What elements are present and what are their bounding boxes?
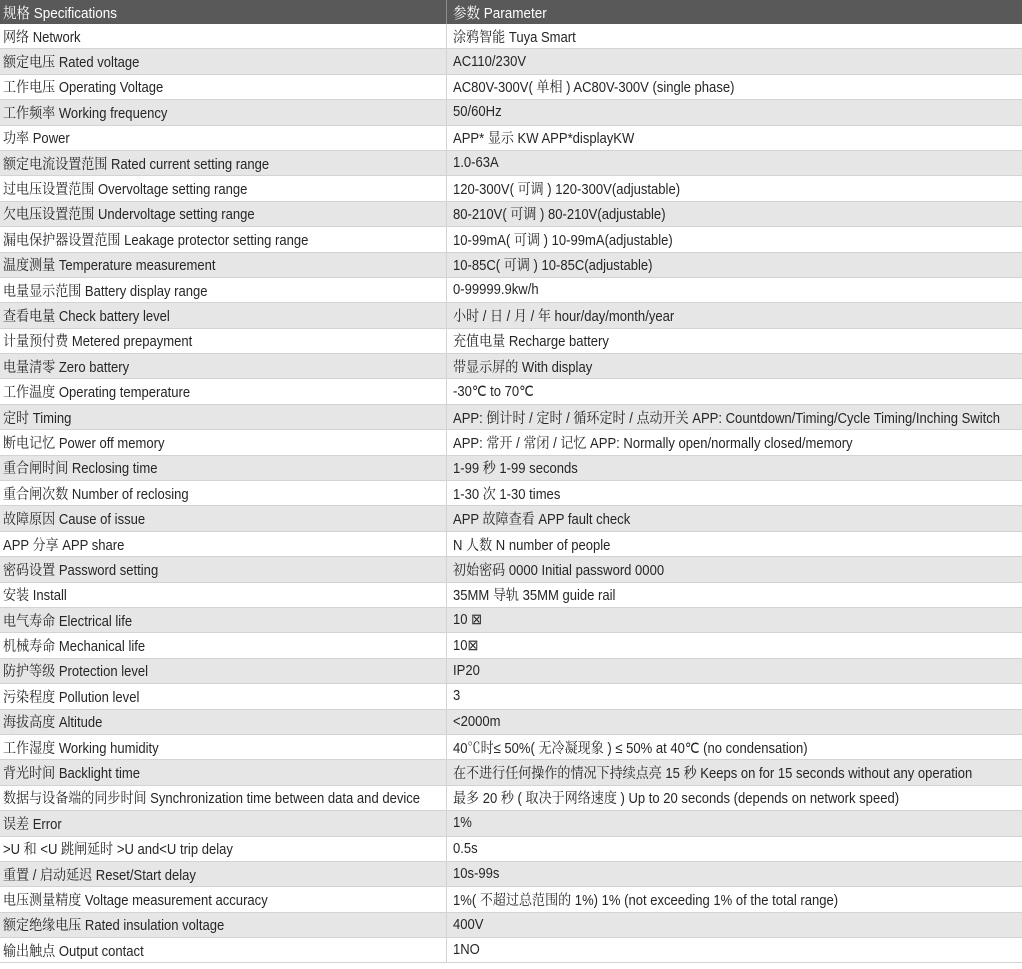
spec-value-cell [447,227,1022,251]
spec-row [0,278,1022,303]
spec-value-cell [447,329,1022,353]
spec-value-cell [447,24,1022,48]
spec-value-cell [447,862,1022,886]
spec-value: 10⊠ [453,637,479,654]
spec-name: 故障原因 Cause of issue [3,512,146,529]
spec-value-cell [447,583,1022,607]
spec-name-cell [0,786,447,810]
spec-row [0,303,1022,328]
spec-name-cell [0,430,447,454]
spec-value-cell [447,913,1022,937]
spec-name-cell [0,75,447,99]
spec-value: 0.5s [453,840,478,857]
spec-row [0,481,1022,506]
spec-value: 带显示屏的 With display [453,359,593,376]
spec-row [0,938,1022,963]
spec-value: AC80V-300V( 单相 ) AC80V-300V (single phase) [453,80,735,97]
spec-row [0,379,1022,404]
spec-value-cell [447,710,1022,734]
header-spec-cell [0,0,447,24]
spec-value: 35MM 导轨 35MM guide rail [453,588,616,605]
spec-row [0,786,1022,811]
spec-name-cell [0,710,447,734]
spec-value-cell [447,481,1022,505]
spec-name: 额定电压 Rated voltage [3,55,140,72]
spec-row [0,456,1022,481]
spec-name-cell [0,100,447,124]
spec-name-cell [0,735,447,759]
spec-name-cell [0,278,447,302]
spec-value-cell [447,278,1022,302]
spec-value-cell [447,126,1022,150]
spec-value-cell [447,49,1022,73]
spec-value: AC110/230V [453,53,527,70]
spec-name-cell [0,938,447,962]
spec-name: 过电压设置范围 Overvoltage setting range [3,182,248,199]
spec-name-cell [0,583,447,607]
spec-name-cell [0,379,447,403]
spec-name-cell [0,862,447,886]
spec-name: 安装 Install [3,588,67,605]
spec-name-cell [0,253,447,277]
spec-value-cell [447,735,1022,759]
spec-name: >U 和 <U 跳闸延时 >U and<U trip delay [3,842,233,859]
spec-row [0,684,1022,709]
spec-row [0,760,1022,785]
spec-name: 防护等级 Protection level [3,664,149,681]
spec-name: 重合闸次数 Number of reclosing [3,486,189,503]
spec-row [0,227,1022,252]
spec-value: N 人数 N number of people [453,537,611,554]
spec-value-cell [447,456,1022,480]
spec-row [0,633,1022,658]
spec-value: 40℃时≤ 50%( 无冷凝现象 ) ≤ 50% at 40℃ (no condensation) [453,740,808,757]
spec-name-cell [0,405,447,429]
spec-name-cell [0,760,447,784]
spec-value-cell [447,659,1022,683]
spec-name: 输出触点 Output contact [3,943,144,960]
spec-value-cell [447,506,1022,530]
spec-name-cell [0,506,447,530]
spec-name: 电气寿命 Electrical life [3,613,133,630]
spec-name-cell [0,176,447,200]
spec-name-cell [0,633,447,657]
spec-row [0,735,1022,760]
spec-value-cell [447,202,1022,226]
spec-name-cell [0,913,447,937]
spec-name: 电压测量精度 Voltage measurement accuracy [3,892,268,909]
spec-name: 工作湿度 Working humidity [3,740,159,757]
spec-name: 计量预付费 Metered prepayment [3,334,193,351]
spec-value: 在不进行任何操作的情况下持续点亮 15 秒 Keeps on for 15 seconds without any operation [453,766,973,783]
spec-row [0,608,1022,633]
spec-value: 1NO [453,942,480,959]
header-param-label: 参数 Parameter [453,4,547,22]
spec-row [0,405,1022,430]
spec-value-cell [447,405,1022,429]
spec-value-cell [447,938,1022,962]
spec-name-cell [0,684,447,708]
spec-name-cell [0,126,447,150]
spec-row [0,100,1022,125]
spec-row [0,151,1022,176]
spec-row [0,49,1022,74]
spec-name: 工作频率 Working frequency [3,105,168,122]
table-header [0,0,1022,24]
spec-value: -30℃ to 70℃ [453,383,534,400]
spec-value: 1-30 次 1-30 times [453,486,561,503]
spec-name: 工作温度 Operating temperature [3,385,191,402]
header-param-cell [447,0,1022,24]
spec-name: 机械寿命 Mechanical life [3,639,146,656]
spec-row [0,176,1022,201]
spec-name-cell [0,887,447,911]
spec-value: 10-85C( 可调 ) 10-85C(adjustable) [453,258,653,275]
spec-value-cell [447,151,1022,175]
spec-name: 密码设置 Password setting [3,562,159,579]
spec-row [0,659,1022,684]
spec-value: 1%( 不超过总范围的 1%) 1% (not exceeding 1% of the total range) [453,892,839,909]
spec-row [0,430,1022,455]
spec-name: 重置 / 启动延迟 Reset/Start delay [3,867,196,884]
spec-value-cell [447,557,1022,581]
spec-name-cell [0,303,447,327]
spec-name-cell [0,202,447,226]
spec-value-cell [447,684,1022,708]
table-body [0,24,1022,963]
spec-name: 海拔高度 Altitude [3,715,103,732]
spec-value-cell [447,786,1022,810]
spec-value: 0-99999.9kw/h [453,282,539,299]
spec-name-cell [0,24,447,48]
spec-name: 污染程度 Pollution level [3,689,140,706]
spec-row [0,329,1022,354]
spec-value-cell [447,887,1022,911]
spec-name: 电量显示范围 Battery display range [3,283,208,300]
spec-name: APP 分享 APP share [3,537,125,554]
spec-value-cell [447,379,1022,403]
spec-value: 小时 / 日 / 月 / 年 hour/day/month/year [453,308,675,325]
spec-value: 80-210V( 可调 ) 80-210V(adjustable) [453,207,666,224]
spec-name-cell [0,329,447,353]
spec-name-cell [0,837,447,861]
spec-name-cell [0,227,447,251]
spec-value-cell [447,837,1022,861]
spec-value: APP* 显示 KW APP*displayKW [453,131,635,148]
spec-value: APP: 倒计时 / 定时 / 循环定时 / 点动开关 APP: Countdown/Timing/Cycle Timing/Inching Switch [453,410,1001,427]
spec-value: 1% [453,815,472,832]
spec-name: 额定绝缘电压 Rated insulation voltage [3,918,225,935]
spec-name: 额定电流设置范围 Rated current setting range [3,156,270,173]
spec-value: 1.0-63A [453,155,499,172]
spec-value-cell [447,75,1022,99]
spec-value: 最多 20 秒 ( 取决于网络速度 ) Up to 20 seconds (depends on network speed) [453,791,900,808]
spec-value: APP 故障查看 APP fault check [453,512,631,529]
spec-name: 断电记忆 Power off memory [3,435,165,452]
spec-value: 10 ⊠ [453,612,483,629]
spec-name: 漏电保护器设置范围 Leakage protector setting range [3,232,309,249]
spec-row [0,75,1022,100]
spec-name: 电量清零 Zero battery [3,359,130,376]
spec-value-cell [447,100,1022,124]
spec-value: <2000m [453,713,501,730]
spec-value-cell [447,608,1022,632]
spec-value-cell [447,532,1022,556]
spec-value: 10s-99s [453,866,500,883]
spec-row [0,126,1022,151]
spec-row [0,913,1022,938]
spec-value: 3 [453,688,461,705]
spec-row [0,253,1022,278]
spec-value: 120-300V( 可调 ) 120-300V(adjustable) [453,182,681,199]
spec-name: 功率 Power [3,131,70,148]
spec-value: 50/60Hz [453,104,502,121]
spec-value-cell [447,253,1022,277]
spec-row [0,506,1022,531]
spec-name-cell [0,49,447,73]
spec-name: 查看电量 Check battery level [3,308,170,325]
spec-row [0,583,1022,608]
spec-value: 1-99 秒 1-99 seconds [453,461,578,478]
spec-name: 误差 Error [3,816,62,833]
spec-name-cell [0,481,447,505]
spec-name-cell [0,532,447,556]
spec-name-cell [0,811,447,835]
spec-value: 400V [453,916,484,933]
spec-name: 欠电压设置范围 Undervoltage setting range [3,207,255,224]
spec-name: 网络 Network [3,29,81,46]
spec-row [0,354,1022,379]
spec-name: 工作电压 Operating Voltage [3,80,164,97]
spec-value-cell [447,354,1022,378]
header-spec-label: 规格 Specifications [3,4,118,22]
spec-name-cell [0,557,447,581]
spec-name: 温度测量 Temperature measurement [3,258,216,275]
spec-value: 涂鸦智能 Tuya Smart [453,29,576,46]
spec-value: 10-99mA( 可调 ) 10-99mA(adjustable) [453,232,673,249]
spec-row [0,202,1022,227]
spec-name-cell [0,659,447,683]
spec-row [0,811,1022,836]
spec-row [0,557,1022,582]
spec-value-cell [447,303,1022,327]
spec-name: 定时 Timing [3,410,72,427]
spec-value-cell [447,430,1022,454]
spec-value: 充值电量 Recharge battery [453,334,609,351]
spec-name: 背光时间 Backlight time [3,766,141,783]
spec-value: 初始密码 0000 Initial password 0000 [453,562,665,579]
spec-value-cell [447,811,1022,835]
spec-name: 数据与设备端的同步时间 Synchronization time between data and device [3,791,421,808]
spec-value-cell [447,176,1022,200]
spec-row [0,887,1022,912]
spec-name-cell [0,354,447,378]
spec-name: 重合闸时间 Reclosing time [3,461,158,478]
spec-value: IP20 [453,662,480,679]
spec-value: APP: 常开 / 常闭 / 记忆 APP: Normally open/normally closed/memory [453,435,853,452]
spec-name-cell [0,151,447,175]
spec-row [0,710,1022,735]
spec-name-cell [0,608,447,632]
spec-row [0,862,1022,887]
spec-value-cell [447,633,1022,657]
spec-row [0,24,1022,49]
spec-row [0,837,1022,862]
spec-row [0,532,1022,557]
spec-value-cell [447,760,1022,784]
spec-name-cell [0,456,447,480]
